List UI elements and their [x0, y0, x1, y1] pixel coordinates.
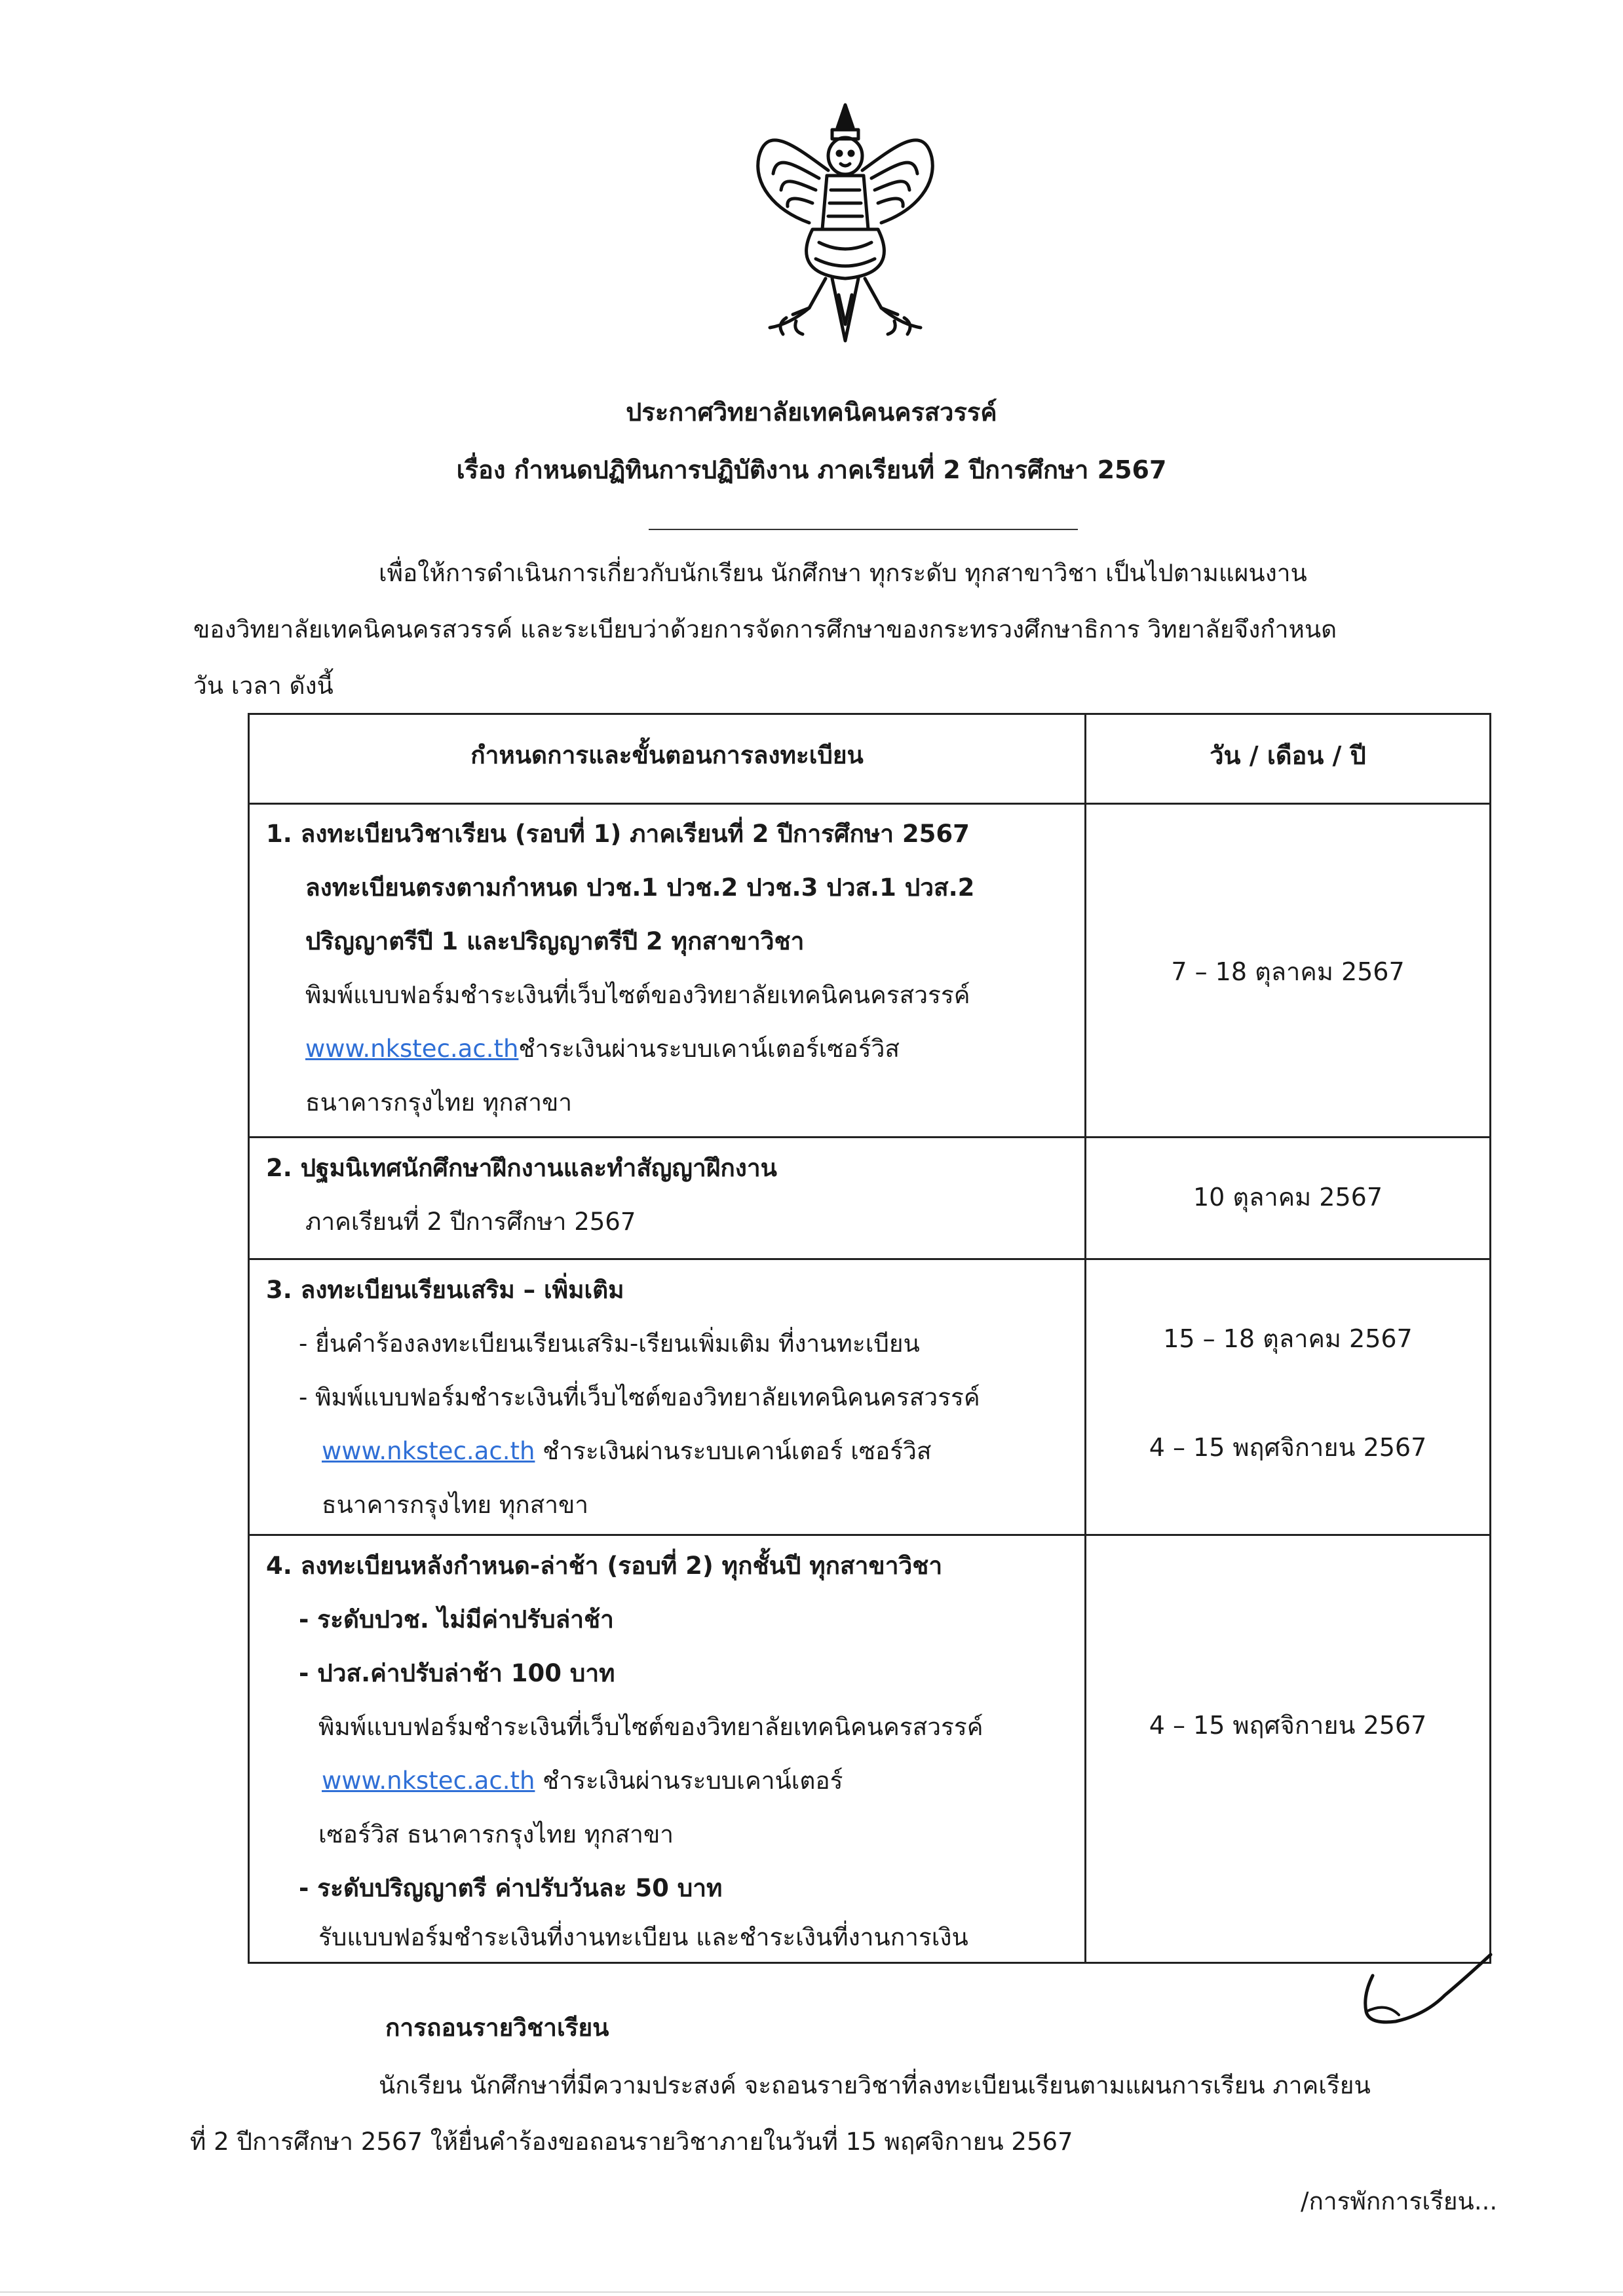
- intro-paragraph-line: ของวิทยาลัยเทคนิคนครสวรรค์ และระเบียบว่าด้วยการจัดการศึกษาของกระทรวงศึกษาธิการ วิทยาลัยจึงกำหนด: [193, 615, 1337, 643]
- row1-line: ธนาคารกรุงไทย ทุกสาขา: [305, 1088, 573, 1117]
- row2-line: ภาคเรียนที่ 2 ปีการศึกษา 2567: [305, 1208, 636, 1236]
- website-link[interactable]: www.nkstec.ac.th: [322, 1767, 535, 1795]
- row2-title: 2. ปฐมนิเทศนักศึกษาฝึกงานและทำสัญญาฝึกงาน: [266, 1154, 777, 1182]
- row3-line: - ยื่นคำร้องลงทะเบียนเรียนเสริม-เรียนเพิ่มเติม ที่งานทะเบียน: [299, 1330, 920, 1358]
- withdraw-heading: การถอนรายวิชาเรียน: [385, 2014, 609, 2042]
- row1-line: [305, 1022, 900, 1077]
- announcement-title: ประกาศวิทยาลัยเทคนิคนครสวรรค์: [626, 398, 997, 427]
- row1-line: พิมพ์แบบฟอร์มชำระเงินที่เว็บไซต์ของวิทยาลัยเทคนิคนครสวรรค์: [305, 981, 970, 1009]
- row4-line: [322, 1753, 843, 1808]
- row4-line: พิมพ์แบบฟอร์มชำระเงินที่เว็บไซต์ของวิทยาลัยเทคนิคนครสวรรค์: [318, 1713, 983, 1741]
- row4-line: รับแบบฟอร์มชำระเงินที่งานทะเบียน และชำระเงินที่งานการเงิน: [318, 1923, 968, 1951]
- announcement-subject: เรื่อง กำหนดปฏิทินการปฏิบัติงาน ภาคเรียนที่ 2 ปีการศึกษา 2567: [456, 455, 1167, 484]
- row3-date: 4 – 15 พฤศจิกายน 2567: [1149, 1433, 1427, 1462]
- row1-title: 1. ลงทะเบียนวิชาเรียน (รอบที่ 1) ภาคเรียนที่ 2 ปีการศึกษา 2567: [266, 820, 970, 848]
- row1-line-text: ชำระเงินผ่านระบบเคาน์เตอร์เซอร์วิส: [518, 1035, 900, 1063]
- row1-date: 7 – 18 ตุลาคม 2567: [1171, 957, 1405, 986]
- row4-line: - ระดับปวช. ไม่มีค่าปรับล่าช้า: [299, 1605, 614, 1634]
- row4-line: เซอร์วิส ธนาคารกรุงไทย ทุกสาขา: [318, 1820, 674, 1848]
- website-link[interactable]: www.nkstec.ac.th: [322, 1437, 535, 1465]
- row4-date: 4 – 15 พฤศจิกายน 2567: [1149, 1711, 1427, 1740]
- intro-paragraph-line: เพื่อให้การดำเนินการเกี่ยวกับนักเรียน นักศึกษา ทุกระดับ ทุกสาขาวิชา เป็นไปตามแผนงาน: [379, 559, 1307, 587]
- row4-title: 4. ลงทะเบียนหลังกำหนด-ล่าช้า (รอบที่ 2) ทุกชั้นปี ทุกสาขาวิชา: [266, 1552, 943, 1580]
- title-divider: [649, 529, 1078, 530]
- row3-line-text: ชำระเงินผ่านระบบเคาน์เตอร์ เซอร์วิส: [535, 1437, 932, 1465]
- withdraw-paragraph-line: ที่ 2 ปีการศึกษา 2567 ให้ยื่นคำร้องขอถอนรายวิชาภายในวันที่ 15 พฤศจิกายน 2567: [190, 2128, 1073, 2156]
- table-header-steps: กำหนดการและขั้นตอนการลงทะเบียน: [470, 741, 864, 769]
- intro-paragraph-line: วัน เวลา ดังนี้: [193, 672, 334, 700]
- table-row-divider: [250, 1258, 1489, 1260]
- website-link[interactable]: www.nkstec.ac.th: [305, 1035, 519, 1063]
- table-row-divider: [250, 1534, 1489, 1536]
- garuda-emblem-icon: [747, 98, 944, 351]
- table-row-divider: [250, 803, 1489, 805]
- continued-note: /การพักการเรียน...: [1301, 2187, 1498, 2215]
- row3-line: [322, 1424, 932, 1479]
- row2-date: 10 ตุลาคม 2567: [1193, 1183, 1383, 1212]
- table-row-divider: [250, 1136, 1489, 1138]
- row1-line: ปริญญาตรีปี 1 และปริญญาตรีปี 2 ทุกสาขาวิชา: [305, 927, 805, 955]
- row3-title: 3. ลงทะเบียนเรียนเสริม – เพิ่มเติม: [266, 1276, 624, 1304]
- row3-line: - พิมพ์แบบฟอร์มชำระเงินที่เว็บไซต์ของวิทยาลัยเทคนิคนครสวรรค์: [299, 1383, 980, 1411]
- signature-icon: [1346, 1949, 1497, 2035]
- page-bottom-edge: [0, 2291, 1623, 2293]
- row3-line: ธนาคารกรุงไทย ทุกสาขา: [322, 1491, 589, 1519]
- row1-line: ลงทะเบียนตรงตามกำหนด ปวช.1 ปวช.2 ปวช.3 ปวส.1 ปวส.2: [305, 873, 975, 902]
- row4-line-text: ชำระเงินผ่านระบบเคาน์เตอร์: [535, 1767, 843, 1795]
- row4-line: - ระดับปริญญาตรี ค่าปรับวันละ 50 บาท: [299, 1874, 723, 1902]
- row4-line: - ปวส.ค่าปรับล่าช้า 100 บาท: [299, 1659, 615, 1687]
- table-header-date: วัน / เดือน / ปี: [1210, 741, 1366, 770]
- withdraw-paragraph-line: นักเรียน นักศึกษาที่มีความประสงค์ จะถอนรายวิชาที่ลงทะเบียนเรียนตามแผนการเรียน ภาคเรียน: [379, 2071, 1371, 2099]
- schedule-table: [248, 713, 1491, 1964]
- row3-date: 15 – 18 ตุลาคม 2567: [1163, 1324, 1413, 1353]
